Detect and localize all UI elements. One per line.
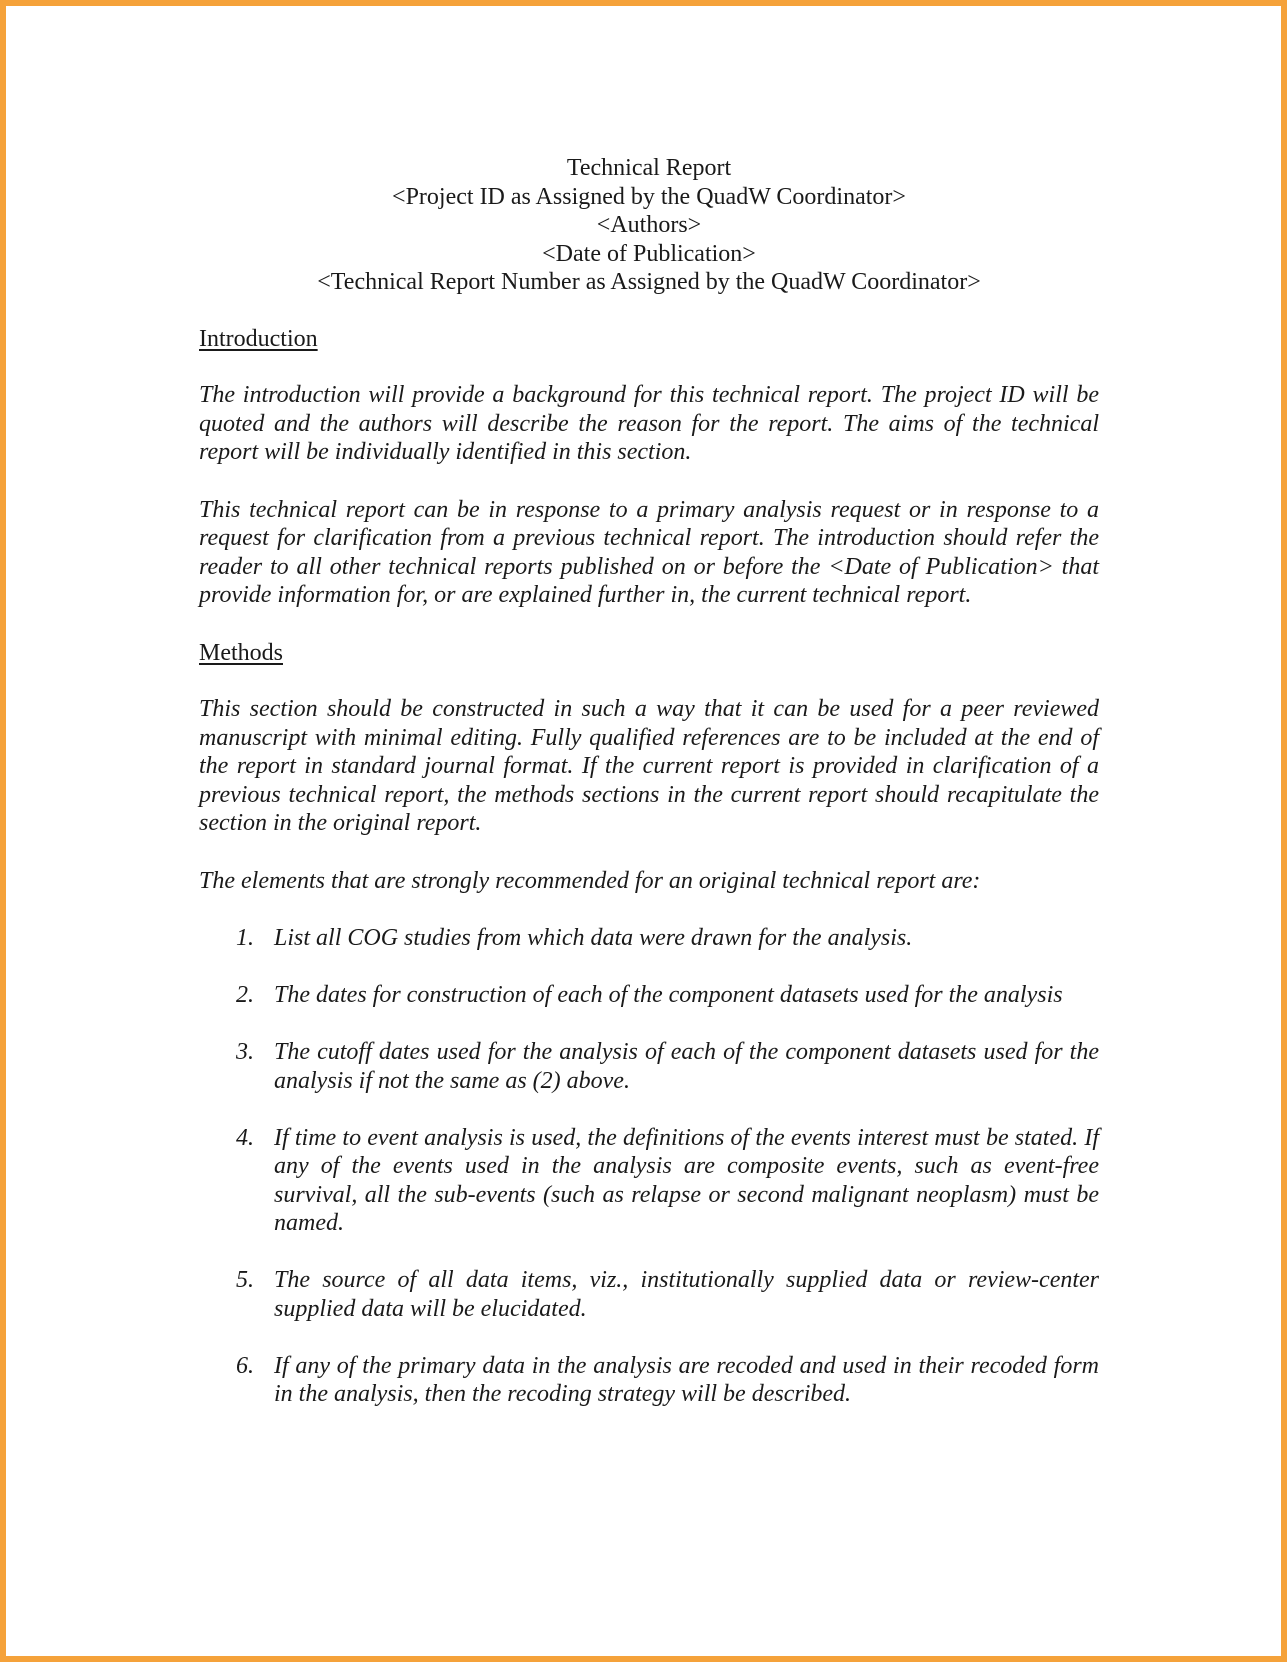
authors-placeholder: <Authors> xyxy=(596,212,702,238)
introduction-heading: Introduction xyxy=(199,325,318,352)
list-item-number: 5. xyxy=(236,1267,254,1293)
list-item xyxy=(199,1038,1099,1095)
list-item-number: 1. xyxy=(236,925,254,951)
recommended-elements-list xyxy=(199,924,1099,1409)
introduction-paragraph-2: This technical report can be in response to a primary analysis request or in response to a request for clarification from a previous technical report. The introduction should refer the reader to all other technical reports published on or before the <Date of Publication> that provide information for, or are explained further in, the current technical report. xyxy=(199,496,1099,608)
list-item-text: If any of the primary data in the analysis are recoded and used in their recoded form in the analysis, then the recoding strategy will be described. xyxy=(274,1352,1099,1407)
list-item-number: 4. xyxy=(236,1124,254,1151)
list-item-number: 6. xyxy=(236,1352,254,1379)
list-item-text: If time to event analysis is used, the definitions of the events interest must be stated. If any of the events used in the analysis are composite events, such as event-free survival, all the sub-events (such as relapse or second malignant neoplasm) must be named. xyxy=(274,1124,1099,1236)
list-item-text: The dates for construction of each of the component datasets used for the analysis xyxy=(274,982,1063,1008)
document-page xyxy=(199,154,1099,1437)
list-item xyxy=(199,924,1099,953)
methods-heading: Methods xyxy=(199,639,283,666)
report-header xyxy=(199,154,1099,297)
list-item-text: List all COG studies from which data were drawn for the analysis. xyxy=(274,925,913,951)
report-title: Technical Report xyxy=(566,155,732,181)
introduction-paragraph-1: The introduction will provide a background for this technical report. The project ID will be quoted and the authors will describe the reason for the report. The aims of the technical report will be individually identified in this section. xyxy=(199,382,1099,465)
list-item-text: The cutoff dates used for the analysis of each of the component datasets used for the analysis if not the same as (2) above. xyxy=(274,1039,1099,1094)
list-item xyxy=(199,981,1099,1010)
list-item-number: 3. xyxy=(236,1039,254,1065)
methods-paragraph-1: This section should be constructed in such a way that it can be used for a peer reviewed manuscript with minimal editing. Fully qualified references are to be included at the end of the report in standard journal format. If the current report is provided in clarification of a previous technical report, the methods sections in the current report should recapitulate the section in the original report. xyxy=(199,696,1099,836)
date-placeholder: <Date of Publication> xyxy=(542,240,756,267)
list-item xyxy=(199,1352,1099,1409)
list-item xyxy=(199,1124,1099,1238)
report-number-placeholder: <Technical Report Number as Assigned by the QuadW Coordinator> xyxy=(317,269,981,295)
list-item-number: 2. xyxy=(236,982,254,1008)
list-item-text: The source of all data items, viz., institutionally supplied data or review-center supplied data will be elucidated. xyxy=(274,1267,1099,1322)
project-id-placeholder: <Project ID as Assigned by the QuadW Coordinator> xyxy=(392,183,906,210)
list-item xyxy=(199,1266,1099,1323)
methods-paragraph-2: The elements that are strongly recommended for an original technical report are: xyxy=(199,867,981,894)
